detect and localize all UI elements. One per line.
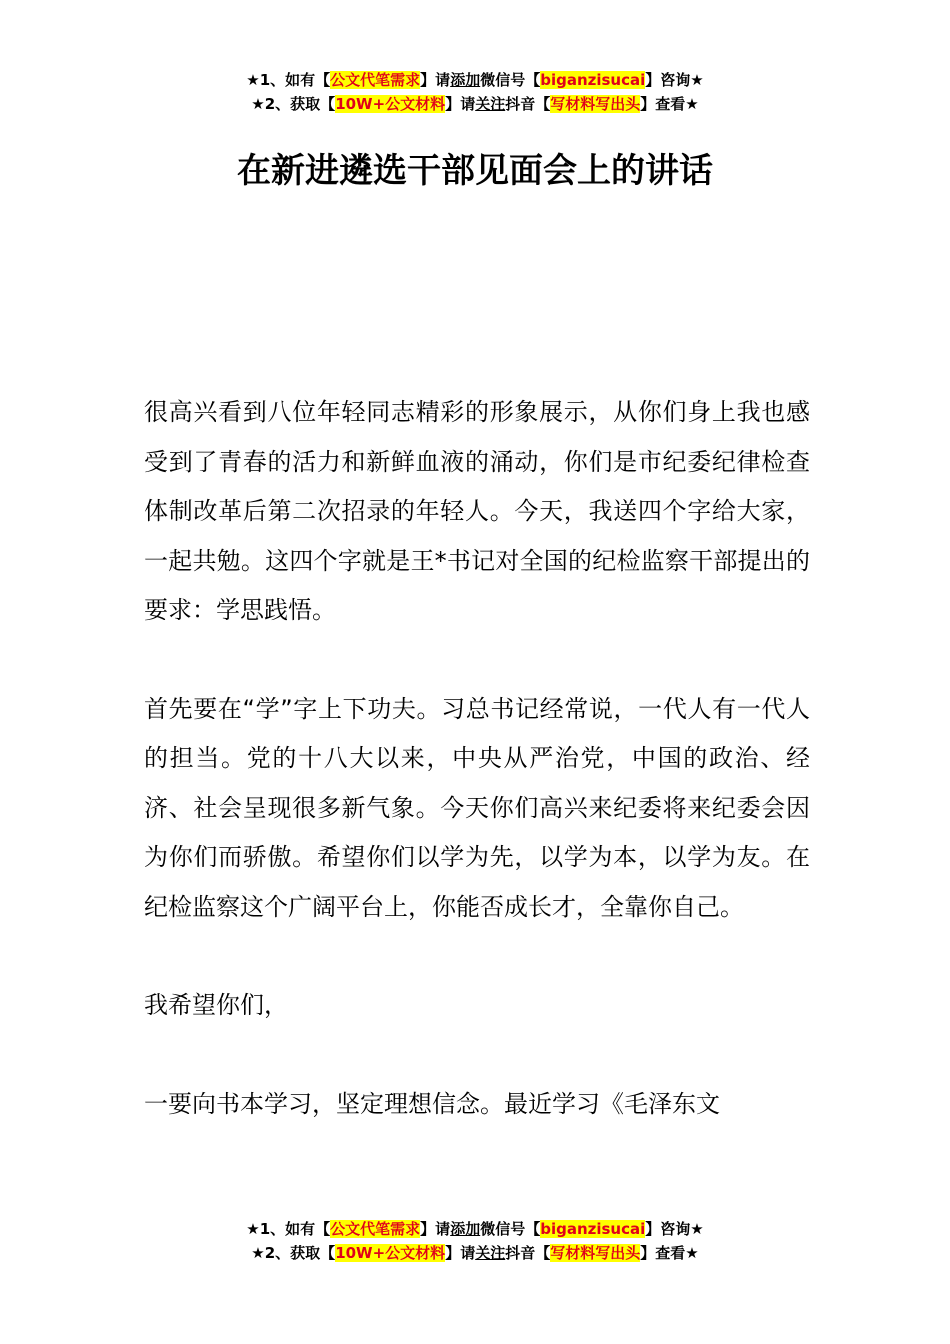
highlight-materials: 10W+公文材料 xyxy=(335,95,446,113)
banner-text: 抖音【 xyxy=(505,95,551,113)
banner-text: 】请 xyxy=(445,1244,476,1262)
banner-text: 】咨询★ xyxy=(645,71,704,89)
highlight-materials: 10W+公文材料 xyxy=(335,1244,446,1262)
banner-text: 】请 xyxy=(445,95,476,113)
banner-line-1 xyxy=(0,68,950,92)
header-banner xyxy=(0,68,950,116)
banner-text: ★1、如有【 xyxy=(246,71,331,89)
highlight-service: 公文代笔需求 xyxy=(330,71,421,89)
paragraph: 首先要在“学”字上下功夫。习总书记经常说，一代人有一代人的担当。党的十八大以来，中央从严治党，中国的政治、经济、社会呈现很多新气象。今天你们高兴来纪委将来纪委会因为你们而骄傲。希望你们以学为先，以学为本，以学为友。在纪检监察这个广阔平台上，你能否成长才，全靠你自己。 xyxy=(144,694,810,921)
banner-line-1 xyxy=(0,1217,950,1241)
document-body xyxy=(144,388,810,1178)
banner-text: 抖音【 xyxy=(505,1244,551,1262)
footer-banner xyxy=(0,1217,950,1265)
paragraph: 很高兴看到八位年轻同志精彩的形象展示，从你们身上我也感受到了青春的活力和新鲜血液的涌动，你们是市纪委纪律检查体制改革后第二次招录的年轻人。今天，我送四个字给大家，一起共勉。这四个字就是王*书记对全国的纪检监察干部提出的要求：学思践悟。 xyxy=(144,398,810,624)
banner-text: 】查看★ xyxy=(640,95,699,113)
banner-line-2 xyxy=(0,1241,950,1265)
highlight-service: 公文代笔需求 xyxy=(330,1220,421,1238)
highlight-wechat-id: biganzisucai xyxy=(540,71,646,89)
banner-text: 微信号【 xyxy=(480,71,541,89)
banner-text: 】查看★ xyxy=(640,1244,699,1262)
banner-text: 微信号【 xyxy=(480,1220,541,1238)
document-title: 在新进遴选干部见面会上的讲话 xyxy=(237,151,713,191)
banner-text: ★2、获取【 xyxy=(251,95,336,113)
banner-emphasis: 添加 xyxy=(450,1220,481,1238)
banner-text: 】咨询★ xyxy=(645,1220,704,1238)
banner-emphasis: 关注 xyxy=(475,95,506,113)
banner-text: 】请 xyxy=(420,71,451,89)
banner-text: 】请 xyxy=(420,1220,451,1238)
banner-line-2 xyxy=(0,92,950,116)
paragraph: 一要向书本学习，坚定理想信念。最近学习《毛泽东文 xyxy=(144,1089,720,1118)
highlight-wechat-id: biganzisucai xyxy=(540,1220,646,1238)
banner-emphasis: 添加 xyxy=(450,71,481,89)
banner-text: ★2、获取【 xyxy=(251,1244,336,1262)
banner-text: ★1、如有【 xyxy=(246,1220,331,1238)
paragraph: 我希望你们， xyxy=(144,991,288,1019)
highlight-account: 写材料写出头 xyxy=(550,1244,641,1262)
banner-emphasis: 关注 xyxy=(475,1244,506,1262)
highlight-account: 写材料写出头 xyxy=(550,95,641,113)
